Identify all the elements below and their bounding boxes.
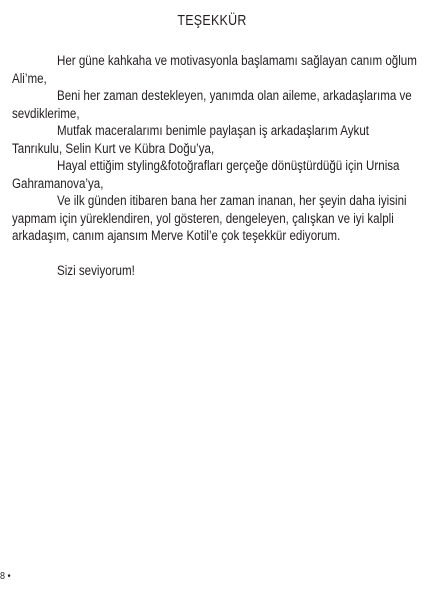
paragraph-family: Beni her zaman destekleyen, yanımda olan aileme, arkadaşlarıma ve sevdiklerime, — [12, 88, 412, 121]
paragraph-styling: Hayal ettiğim styling&fotoğrafları gerçeğe dönüştürdüğü için Urnisa Gahramanova’ya, — [12, 158, 400, 191]
paragraph-son: Her güne kahkaha ve motivasyonla başlamamı sağlayan canım oğlum Ali’me, — [12, 53, 417, 86]
acknowledgements-body — [12, 52, 422, 280]
closing-line: Sizi seviyorum! — [56, 263, 135, 278]
page-number: 8 • — [0, 571, 11, 582]
page-title: TEŞEKKÜR — [177, 13, 247, 29]
paragraph-spacer — [12, 245, 422, 263]
paragraph-agency: Ve ilk günden itibaren bana her zaman inanan, her şeyin daha iyisini yapmam için yüreklendiren, yol gösteren, dengeleyen, çalışkan ve iyi kalpli arkadaşım, canım ajansım Merve Kotil’e çok teşekkür ediyorum. — [12, 193, 407, 243]
paragraph-colleagues: Mutfak maceralarımı benimle paylaşan iş arkadaşlarım Aykut Tanrıkulu, Selin Kurt ve Kübra Doğu’ya, — [12, 123, 369, 156]
